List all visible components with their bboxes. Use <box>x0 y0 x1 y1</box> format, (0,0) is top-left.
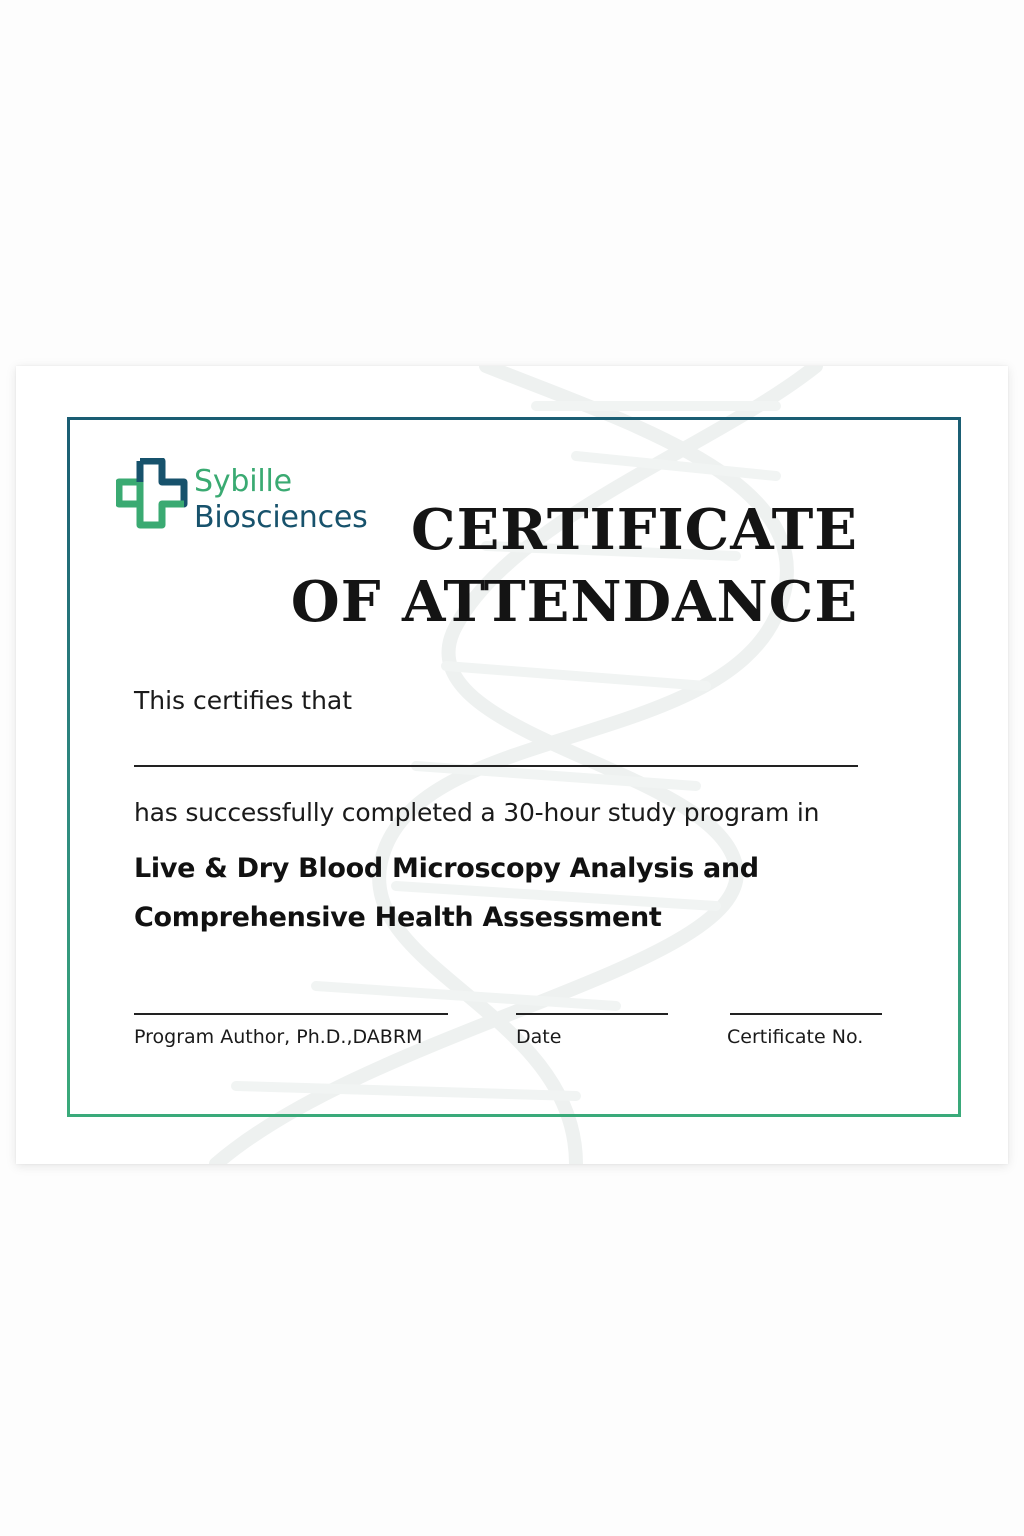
certificate-number-line <box>730 1013 882 1015</box>
certificate-card <box>16 366 1008 1164</box>
interlocking-cross-logo-icon <box>116 458 196 538</box>
author-label: Program Author, Ph.D.,DABRM <box>134 1026 423 1048</box>
brand-name-line1: Sybille <box>194 464 292 499</box>
program-title-line2: Comprehensive Health Assessment <box>134 902 662 933</box>
date-signature-line <box>516 1013 668 1015</box>
recipient-name-line <box>134 765 858 767</box>
program-title <box>134 844 759 942</box>
author-signature-line <box>134 1013 448 1015</box>
brand-name-line2: Biosciences <box>194 500 368 535</box>
title-line1: CERTIFICATE <box>411 497 858 563</box>
title-line2: OF ATTENDANCE <box>290 569 858 635</box>
certificate-number-label: Certificate No. <box>727 1026 864 1048</box>
certificate-title <box>291 494 858 638</box>
date-label: Date <box>516 1026 562 1048</box>
certifies-text: This certifies that <box>134 686 353 715</box>
program-title-line1: Live & Dry Blood Microscopy Analysis and <box>134 853 759 884</box>
completion-text: has successfully completed a 30-hour study program in <box>134 798 820 827</box>
